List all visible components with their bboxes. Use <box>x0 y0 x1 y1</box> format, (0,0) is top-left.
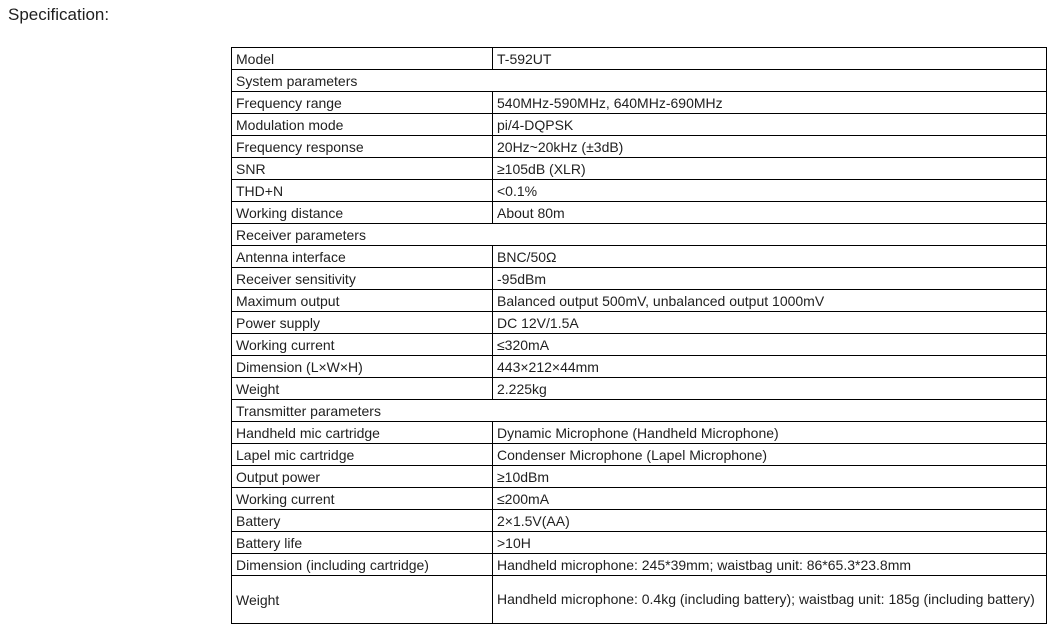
spec-label-cell: Frequency response <box>232 136 493 158</box>
spec-label-cell: Maximum output <box>232 290 493 312</box>
spec-value-cell: ≥10dBm <box>493 466 1047 488</box>
spec-label-cell: Handheld mic cartridge <box>232 422 493 444</box>
specification-table-body <box>232 48 1047 624</box>
spec-value-cell: 540MHz-590MHz, 640MHz-690MHz <box>493 92 1047 114</box>
table-row <box>232 312 1047 334</box>
spec-label-cell: Weight <box>232 576 493 624</box>
spec-label-cell: Battery life <box>232 532 493 554</box>
spec-label-cell: Dimension (including cartridge) <box>232 554 493 576</box>
spec-label-cell: Working current <box>232 334 493 356</box>
table-row <box>232 290 1047 312</box>
spec-value-cell: 2×1.5V(AA) <box>493 510 1047 532</box>
table-row <box>232 576 1047 624</box>
table-row <box>232 356 1047 378</box>
section-header-label: System parameters <box>232 70 1047 92</box>
spec-label-cell: Antenna interface <box>232 246 493 268</box>
spec-value-cell: About 80m <box>493 202 1047 224</box>
spec-label-cell: Receiver sensitivity <box>232 268 493 290</box>
spec-label-cell: Weight <box>232 378 493 400</box>
table-row <box>232 466 1047 488</box>
spec-label-cell: Battery <box>232 510 493 532</box>
spec-value-cell: -95dBm <box>493 268 1047 290</box>
table-row <box>232 422 1047 444</box>
spec-value-cell: 20Hz~20kHz (±3dB) <box>493 136 1047 158</box>
spec-label-cell: SNR <box>232 158 493 180</box>
spec-value-cell: T-592UT <box>493 48 1047 70</box>
table-row <box>232 114 1047 136</box>
spec-value-cell: Balanced output 500mV, unbalanced output 1000mV <box>493 290 1047 312</box>
spec-value-cell: Dynamic Microphone (Handheld Microphone) <box>493 422 1047 444</box>
table-section-row <box>232 224 1047 246</box>
spec-value-cell: ≥105dB (XLR) <box>493 158 1047 180</box>
spec-label-cell: Lapel mic cartridge <box>232 444 493 466</box>
spec-value-cell: ≤200mA <box>493 488 1047 510</box>
table-row <box>232 158 1047 180</box>
spec-value-cell: pi/4-DQPSK <box>493 114 1047 136</box>
spec-value-cell: Condenser Microphone (Lapel Microphone) <box>493 444 1047 466</box>
spec-value-cell: <0.1% <box>493 180 1047 202</box>
table-row <box>232 488 1047 510</box>
spec-label-cell: Modulation mode <box>232 114 493 136</box>
spec-label-cell: Working current <box>232 488 493 510</box>
page-title: Specification: <box>8 5 110 24</box>
spec-value-cell: >10H <box>493 532 1047 554</box>
table-row <box>232 268 1047 290</box>
spec-label-cell: Power supply <box>232 312 493 334</box>
spec-value-cell: 2.225kg <box>493 378 1047 400</box>
spec-value-cell: 443×212×44mm <box>493 356 1047 378</box>
table-row <box>232 554 1047 576</box>
table-section-row <box>232 400 1047 422</box>
table-row <box>232 136 1047 158</box>
table-row <box>232 246 1047 268</box>
spec-value-cell: BNC/50Ω <box>493 246 1047 268</box>
spec-label-cell: Frequency range <box>232 92 493 114</box>
table-row <box>232 510 1047 532</box>
table-row <box>232 48 1047 70</box>
spec-label-cell: Dimension (L×W×H) <box>232 356 493 378</box>
table-row <box>232 180 1047 202</box>
table-row <box>232 202 1047 224</box>
spec-label-cell: Working distance <box>232 202 493 224</box>
spec-label-cell: Model <box>232 48 493 70</box>
section-header-label: Receiver parameters <box>232 224 1047 246</box>
table-row <box>232 92 1047 114</box>
spec-value-cell: DC 12V/1.5A <box>493 312 1047 334</box>
specification-table-container <box>231 47 1046 624</box>
table-row <box>232 444 1047 466</box>
specification-table <box>231 47 1047 624</box>
spec-value-cell: Handheld microphone: 0.4kg (including battery); waistbag unit: 185g (including battery) <box>493 576 1047 624</box>
table-section-row <box>232 70 1047 92</box>
table-row <box>232 532 1047 554</box>
table-row <box>232 334 1047 356</box>
spec-label-cell: THD+N <box>232 180 493 202</box>
spec-value-cell: Handheld microphone: 245*39mm; waistbag unit: 86*65.3*23.8mm <box>493 554 1047 576</box>
spec-value-cell: ≤320mA <box>493 334 1047 356</box>
spec-label-cell: Output power <box>232 466 493 488</box>
table-row <box>232 378 1047 400</box>
section-header-label: Transmitter parameters <box>232 400 1047 422</box>
